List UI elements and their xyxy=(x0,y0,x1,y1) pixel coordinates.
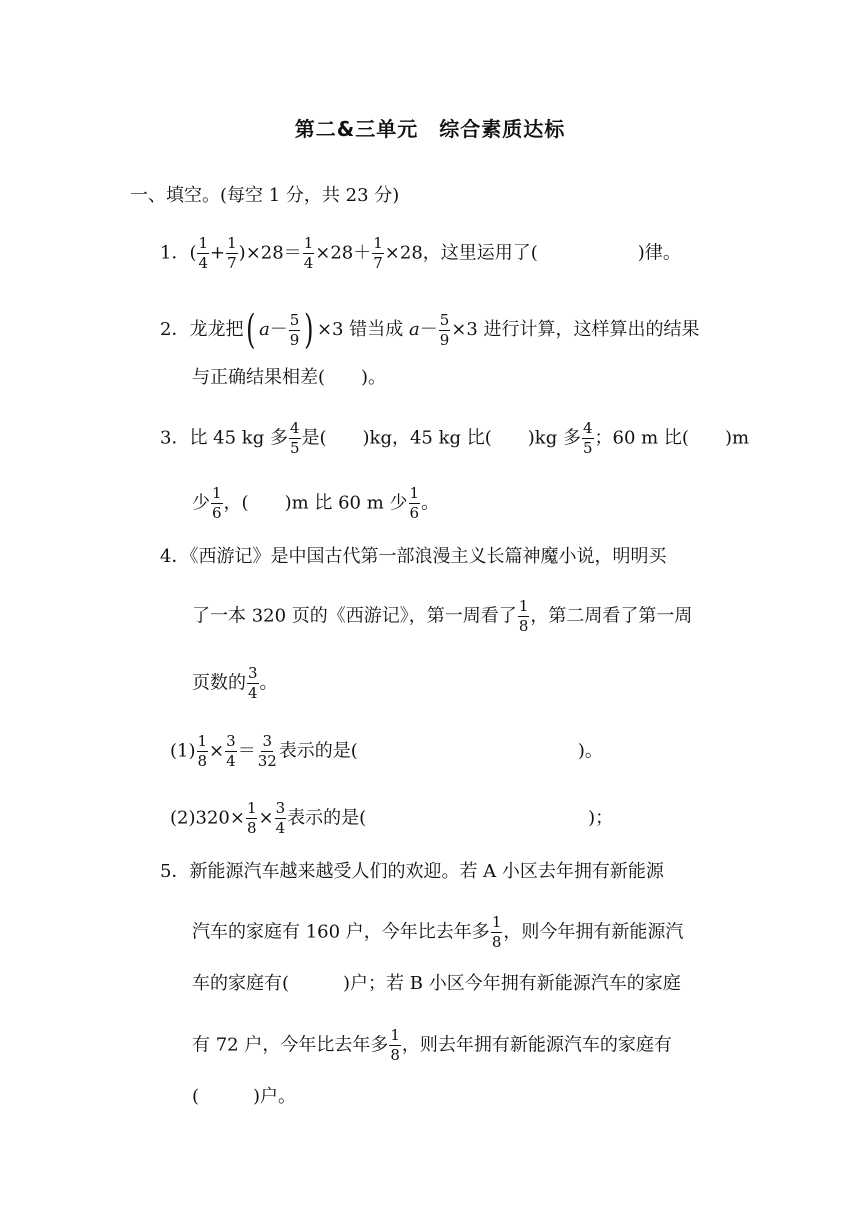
fraction: $\frac{1}{8}$ xyxy=(518,597,529,635)
fraction: $\frac{3}{4}$ xyxy=(275,799,286,837)
fraction: $\frac{1}{8}$ xyxy=(246,799,257,837)
fraction: $\frac{1}{7}$ xyxy=(227,234,237,272)
question-2-line2: 与正确结果相差( )。 xyxy=(192,367,387,388)
question-2: 2．龙龙把( a－ $\frac{5}{9}$ ) ×3 错当成 a－ $\frac{5}{9}$ ×3 进行计算，这样算出的结果 xyxy=(160,307,700,353)
question-5-line3: 车的家庭有( )户；若 B 小区今年拥有新能源汽车的家庭 xyxy=(192,973,681,994)
fraction: $\frac{1}{6}$ xyxy=(212,484,222,522)
question-4-line3: 页数的 $\frac{3}{4}$ 。 xyxy=(192,664,278,702)
question-1: 1．( $\frac{1}{4}$ + $\frac{1}{7}$ )×28＝ $\frac{1}{4}$ ×28＋ $\frac{1}{7}$ ×28，这里运用了( )律。 xyxy=(160,234,681,272)
fraction: $\frac{1}{7}$ xyxy=(373,234,383,272)
fraction: $\frac{3}{4}$ xyxy=(226,732,236,770)
question-5-line5: ( )户。 xyxy=(192,1086,297,1107)
question-4: 4．《西游记》是中国古代第一部浪漫主义长篇神魔小说，明明买 xyxy=(160,546,667,567)
fraction: $\frac{4}{5}$ xyxy=(582,419,593,457)
question-3-line2: 少 $\frac{1}{6}$ ，( )m 比 60 m 少 $\frac{1}{6}$ 。 xyxy=(192,484,440,522)
question-5-line2: 汽车的家庭有 160 户，今年比去年多 $\frac{1}{8}$ ，则今年拥有新能源汽 xyxy=(192,913,684,951)
fraction: $\frac{1}{8}$ xyxy=(390,1026,400,1064)
fraction: $\frac{1}{8}$ xyxy=(491,913,502,951)
question-4-sub2: (2)320× $\frac{1}{8}$ × $\frac{3}{4}$ 表示的是( )； xyxy=(170,799,614,837)
fraction: $\frac{4}{5}$ xyxy=(289,419,300,457)
fraction: $\frac{1}{4}$ xyxy=(303,234,314,272)
question-4-line2: 了一本 320 页的《西游记》，第一周看了 $\frac{1}{8}$ ，第二周看了第一周 xyxy=(192,597,693,635)
fraction: $\frac{5}{9}$ xyxy=(439,310,450,349)
fraction: $\frac{5}{9}$ xyxy=(289,310,300,349)
fraction: $\frac{3}{4}$ xyxy=(248,664,258,702)
question-5: 5．新能源汽车越来越受人们的欢迎。若 A 小区去年拥有新能源 xyxy=(160,861,664,882)
fraction: $\frac{1}{8}$ xyxy=(197,732,208,770)
fraction: $\frac{1}{6}$ xyxy=(409,484,420,522)
page-title: 第二&三单元 综合素质达标 xyxy=(294,117,566,141)
question-4-sub1: (1) $\frac{1}{8}$ × $\frac{3}{4}$ ＝ $\frac{3}{32}$ 表示的是( )。 xyxy=(170,732,603,770)
question-5-line4: 有 72 户，今年比去年多 $\frac{1}{8}$ ，则去年拥有新能源汽车的家庭有 xyxy=(192,1026,672,1064)
fraction: $\frac{1}{4}$ xyxy=(198,234,209,272)
fraction: $\frac{3}{32}$ xyxy=(257,732,277,770)
section-heading: 一、填空。(每空 1 分，共 23 分) xyxy=(130,185,400,206)
question-3: 3．比 45 kg 多 $\frac{4}{5}$ 是( )kg，45 kg 比( )kg 多 $\frac{4}{5}$ ；60 m 比( )m xyxy=(160,419,750,457)
